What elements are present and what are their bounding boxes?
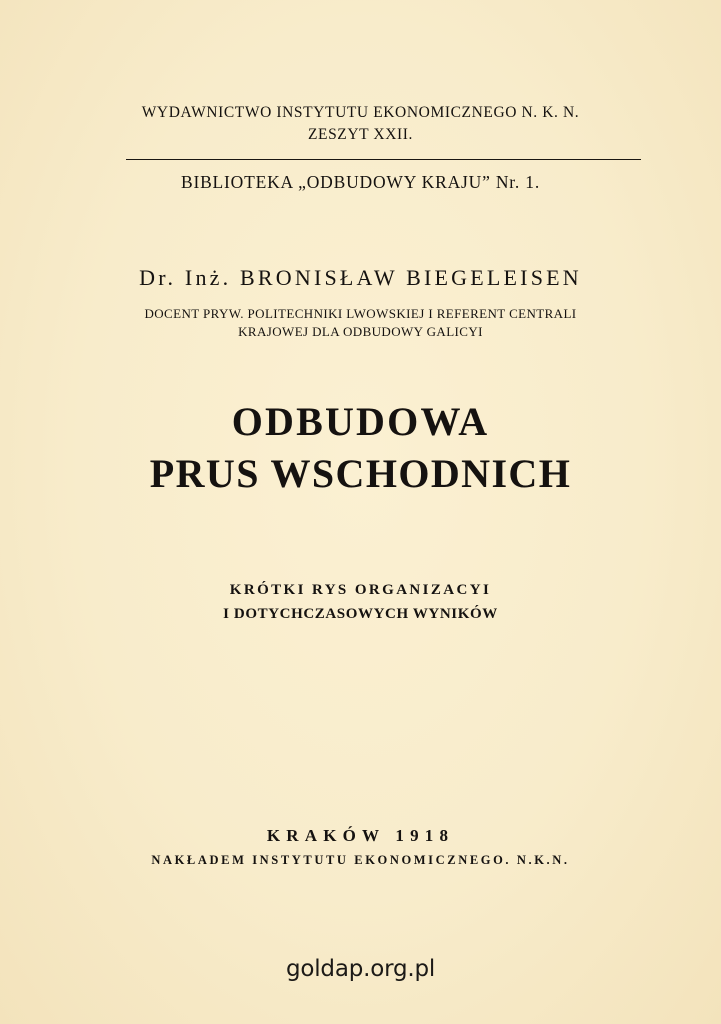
author-name: Dr. Inż. BRONISŁAW BIEGELEISEN xyxy=(139,265,582,290)
source-watermark: goldap.org.pl xyxy=(285,956,436,982)
author-affiliation-line-2: KRAJOWEJ DLA ODBUDOWY GALICYI xyxy=(238,324,483,339)
place-and-year: KRAKÓW 1918 xyxy=(266,826,455,845)
book-title-line-2: PRUS WSCHODNICH xyxy=(149,451,572,496)
publisher-line: WYDAWNICTWO INSTYTUTU EKONOMICZNEGO N. K. N. xyxy=(141,104,580,121)
author-affiliation-line-1: DOCENT PRYW. POLITECHNIKI LWOWSKIEJ I REFERENT CENTRALI xyxy=(144,306,577,321)
printer-imprint: NAKŁADEM INSTYTUTU EKONOMICZNEGO. N.K.N. xyxy=(151,853,570,867)
issue-number: ZESZYT XXII. xyxy=(307,126,414,143)
series-title: BIBLIOTEKA „ODBUDOWY KRAJU” Nr. 1. xyxy=(180,172,541,192)
subtitle-line-1: KRÓTKI RYS ORGANIZACYI xyxy=(229,582,492,598)
header-divider xyxy=(126,159,641,160)
book-title-line-1: ODBUDOWA xyxy=(231,399,490,444)
subtitle-line-2: I DOTYCHCZASOWYCH WYNIKÓW xyxy=(223,606,498,622)
